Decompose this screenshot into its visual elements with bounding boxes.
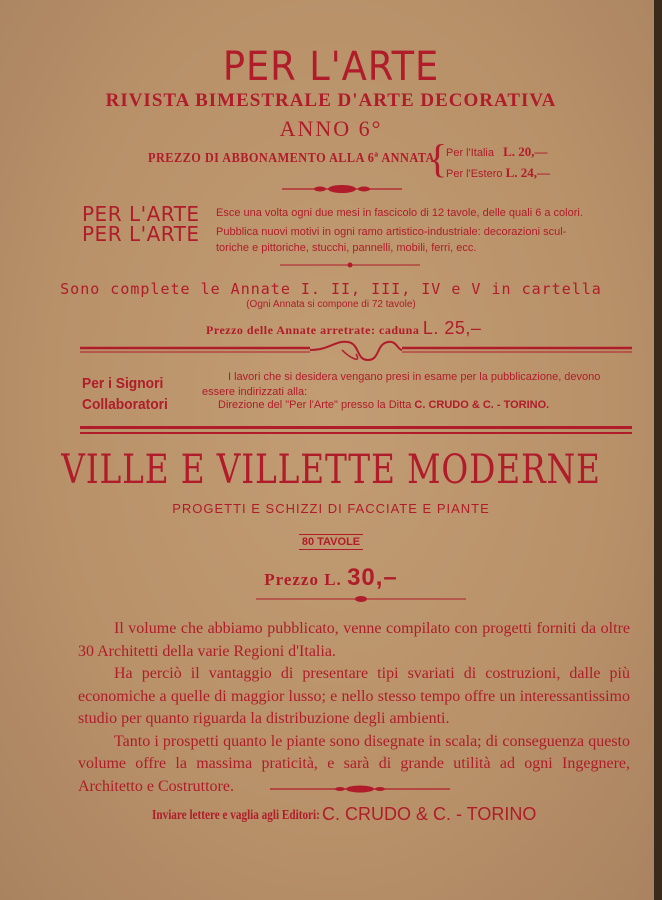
perarte-heading-2: PER L'ARTE — [82, 222, 200, 246]
page-title: PER L'ARTE — [222, 44, 440, 90]
ornament-divider-icon — [282, 182, 402, 196]
double-rule-top — [80, 426, 632, 429]
footer-inviare: Inviare lettere e vaglia agli Editori: — [152, 808, 320, 823]
paragraph: Ha perciò il vantaggio di presentare tipi svariati di costruzioni, dalle più economiche a quelle di maggior lusso; e nello stesso tempo offre un interessantissimo studio per quanto riguarda la distribuzione degli ambienti. — [78, 665, 630, 727]
double-rule-bottom — [80, 432, 632, 434]
ville-description — [78, 618, 630, 798]
ville-title: VILLE E VILLETTE MODERNE — [61, 447, 601, 493]
collaboratori-direzione: Direzione del "Per l'Arte" presso la Ditta C. CRUDO & C. - TORINO. — [218, 399, 550, 411]
perarte-desc-1: Esce una volta ogni due mesi in fascicolo di 12 tavole, delle quali 6 a colori. — [216, 207, 583, 219]
price-italia: Per l'Italia L. 20,— — [446, 144, 548, 159]
brace-icon: { — [428, 136, 448, 181]
ville-price: Prezzo L. 30,– — [264, 564, 398, 591]
year-label: ANNO 6° — [279, 116, 383, 141]
perarte-desc-2: Pubblica nuovi motivi in ogni ramo artistico-industriale: decorazioni scul- — [216, 226, 567, 238]
perarte-heading-1: PER L'ARTE — [82, 202, 200, 226]
paragraph: Il volume che abbiamo pubblicato, venne compilato con progetti forniti da oltre 30 Architetti della varie Regioni d'Italia. — [78, 620, 630, 660]
ville-tavole: 80 TAVOLE — [0, 536, 662, 548]
price-divider-icon — [256, 593, 466, 605]
footer-editore: C. CRUDO & C. - TORINO — [322, 804, 537, 824]
price-list — [446, 142, 550, 184]
paragraph: Tanto i prospetti quanto le piante sono disegnate in scala; di conseguenza questo volume offre la massima praticità, e sarà di grande utilità ad ogni Ingegnere, Architetto e Costruttore. — [78, 732, 630, 795]
magazine-subtitle: RIVISTA BIMESTRALE D'ARTE DECORATIVA — [105, 90, 557, 111]
price-estero: Per l'Estero L. 24,— — [446, 165, 550, 180]
annate-price: Prezzo delle Annate arretrate: caduna L. 25,– — [206, 318, 482, 338]
subscription-price-label: PREZZO DI ABBONAMENTO ALLA 6ª ANNATA — [148, 151, 435, 166]
small-divider-icon — [280, 260, 420, 270]
annate-complete: Sono complete le Annate I. II, III, IV e V in cartella — [60, 280, 602, 298]
ville-subtitle: PROGETTI E SCHIZZI DI FACCIATE E PIANTE — [172, 501, 490, 516]
footer-divider-icon — [270, 783, 450, 795]
annate-composizione: (Ogni Annata si compone di 72 tavole) — [246, 299, 416, 310]
scroll-ornament-icon — [80, 336, 632, 366]
collaboratori-heading: Per i Signori Collaboratori — [82, 375, 168, 413]
collaboratori-text: I lavori che si desidera vengano presi in esame per la pubblicazione, devono essere indirizzati alla: — [202, 371, 601, 398]
perarte-desc-2b: toriche e pittoriche, stucchi, pannelli, mobili, ferri, ecc. — [216, 242, 477, 254]
